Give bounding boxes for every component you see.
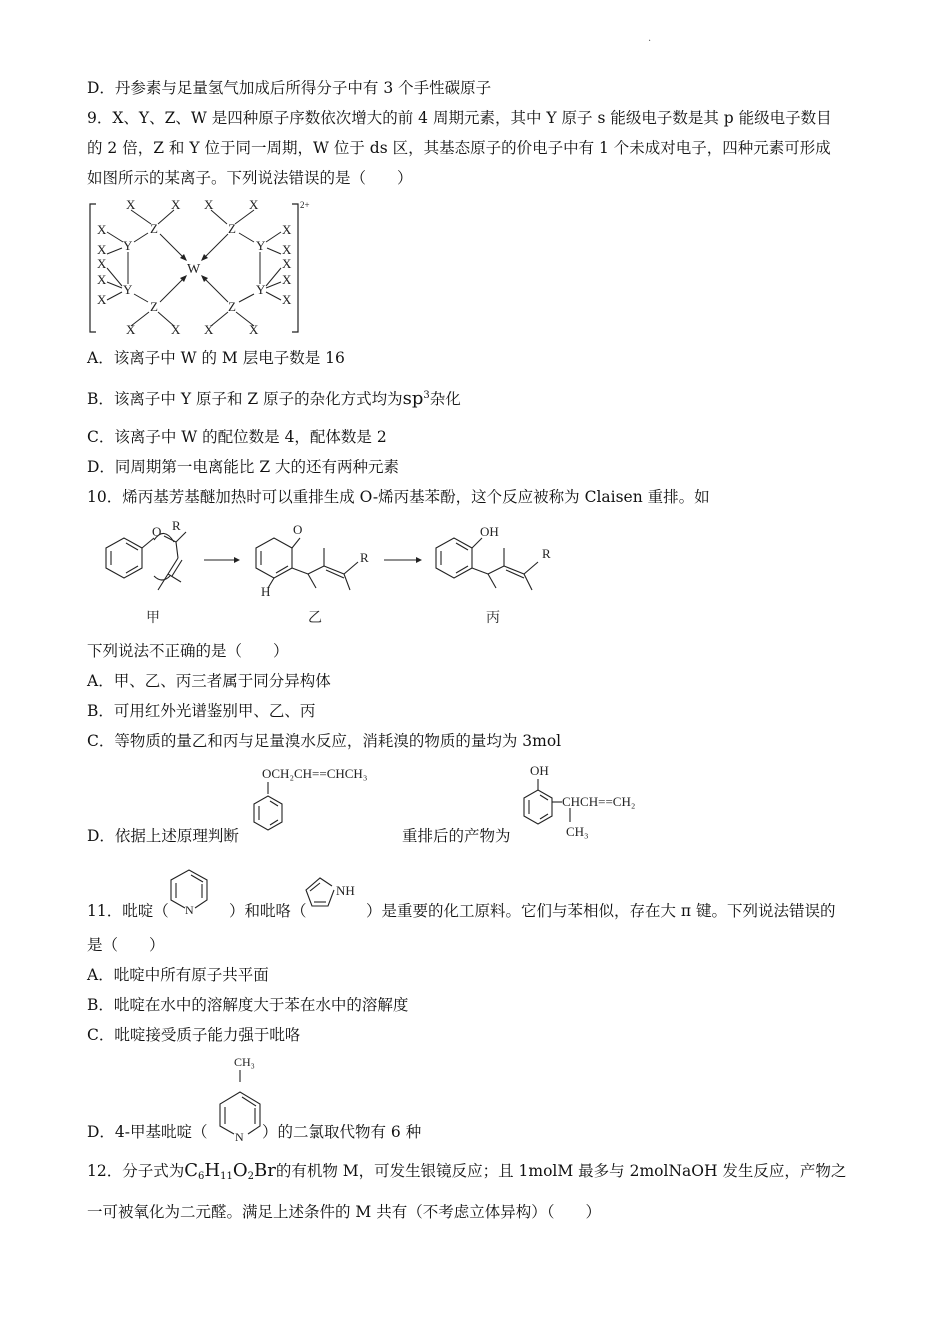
x-atom: X: [249, 197, 259, 212]
x-atom: X: [282, 272, 292, 287]
q10-question: 下列说法不正确的是（ ）: [87, 642, 289, 660]
q11-option-c: C．吡啶接受质子能力强于吡咯: [87, 1026, 301, 1044]
atom-r: R: [172, 518, 181, 533]
x-atom: X: [204, 197, 214, 212]
y-atom: Y: [256, 282, 266, 297]
z-atom: Z: [150, 221, 158, 236]
formula-h: H: [204, 1160, 221, 1181]
label-yi: 乙: [308, 611, 322, 626]
q9-stem-line2: 的 2 倍，Z 和 Y 位于同一周期，W 位于 ds 区，其基态原子的价电子中有 1 个未成对电子，四种元素可形成: [87, 139, 831, 157]
pyridine-n: N: [185, 903, 194, 917]
q12-stem-line2: 一可被氧化为二元醛。满足上述条件的 M 共有（不考虑立体异构）（ ）: [87, 1203, 601, 1221]
x-atom: X: [97, 256, 107, 271]
q9-option-b-text: B．该离子中 Y 原子和 Z 原子的杂化方式均为: [87, 390, 403, 408]
label-bing: 丙: [486, 611, 500, 626]
sp3-label: sp: [402, 388, 424, 409]
q10-d-reactant-structure: [250, 760, 400, 844]
ion-charge: 2+: [300, 200, 310, 210]
atom-oh: OH: [480, 524, 499, 539]
x-atom: X: [282, 242, 292, 257]
q10-option-d-prefix: D．依据上述原理判断: [87, 827, 239, 845]
atom-o: O: [152, 524, 162, 539]
q12-stem-suffix: 的有机物 M，可发生银镜反应；且 1molM 最多与 2molNaOH 发生反应，产物之: [275, 1162, 847, 1180]
formula-o-count: 2: [247, 1171, 254, 1182]
label-jia: 甲: [146, 611, 160, 626]
top-mark: ·: [648, 36, 652, 47]
methylpyridine-n: N: [235, 1130, 244, 1144]
z-atom: Z: [228, 299, 236, 314]
formula-o: O: [232, 1160, 248, 1181]
pyridine-structure: [165, 858, 217, 918]
z-atom: Z: [150, 299, 158, 314]
x-atom: X: [126, 197, 136, 212]
x-atom: X: [204, 322, 214, 337]
x-atom: X: [126, 322, 136, 337]
product-chain: CHCH==CH₂: [562, 794, 636, 809]
q9-complex-ion-figure: [86, 196, 316, 338]
q9-option-a: A．该离子中 W 的 M 层电子数是 16: [87, 349, 345, 367]
q10-option-c: C．等物质的量乙和丙与足量溴水反应，消耗溴的物质的量均为 3mol: [87, 732, 562, 750]
q8-option-d: D．丹参素与足量氢气加成后所得分子中有 3 个手性碳原子: [87, 79, 492, 97]
q11-stem-prefix: 11．吡啶（: [87, 902, 169, 920]
q10-option-d-middle: 重排后的产物为: [402, 827, 511, 845]
product-methyl: CH₃: [566, 824, 589, 839]
x-atom: X: [282, 222, 292, 237]
q10-claisen-scheme: [86, 518, 586, 630]
q10-stem: 10．烯丙基芳基醚加热时可以重排生成 O-烯丙基苯酚，这个反应被称为 Claisen 重排。如: [87, 488, 710, 506]
x-atom: X: [282, 292, 292, 307]
q9-option-c: C．该离子中 W 的配位数是 4，配体数是 2: [87, 428, 387, 446]
q11-option-a: A．吡啶中所有原子共平面: [87, 966, 269, 984]
x-atom: X: [97, 222, 107, 237]
q9-option-b: [87, 386, 461, 409]
q11-option-d-suffix: ）的二氯取代物有 6 种: [262, 1123, 422, 1141]
q12-stem-line1: [87, 1161, 846, 1187]
q9-option-d: D．同周期第一电离能比 Z 大的还有两种元素: [87, 458, 400, 476]
q12-stem-prefix: 12．分子式为: [87, 1162, 185, 1180]
x-atom: X: [282, 256, 292, 271]
formula-h-count: 11: [220, 1171, 233, 1182]
z-atom: Z: [228, 221, 236, 236]
q9-stem-line3: 如图所示的某离子。下列说法错误的是（ ）: [87, 169, 413, 187]
x-atom: X: [171, 197, 181, 212]
product-oh: OH: [530, 763, 549, 778]
formula-c-count: 6: [198, 1171, 205, 1182]
x-atom: X: [97, 242, 107, 257]
w-atom: W: [187, 262, 201, 277]
q10-option-a: A．甲、乙、丙三者属于同分异构体: [87, 672, 331, 690]
q9-option-b-suffix: 杂化: [429, 390, 461, 408]
formula-br: Br: [253, 1160, 276, 1181]
q11-stem-suffix: ）是重要的化工原料。它们与苯相似，存在大 π 键。下列说法错误的: [366, 902, 836, 920]
atom-r: R: [542, 546, 551, 561]
pyrrole-nh: NH: [336, 883, 355, 898]
q11-option-d-prefix: D．4-甲基吡啶（: [87, 1123, 208, 1141]
x-atom: X: [171, 322, 181, 337]
y-atom: Y: [123, 238, 133, 253]
q10-option-b: B．可用红外光谱鉴别甲、乙、丙: [87, 702, 316, 720]
x-atom: X: [97, 292, 107, 307]
reactant-chain: OCH₂CH==CHCH₃: [262, 766, 368, 781]
sp3-superscript: 3: [423, 390, 430, 401]
atom-r: R: [360, 550, 369, 565]
methyl-label: CH₃: [234, 1055, 255, 1069]
x-atom: X: [249, 322, 259, 337]
q11-stem-middle: ）和吡咯（: [229, 902, 307, 920]
y-atom: Y: [256, 238, 266, 253]
q10-d-product-structure: [518, 760, 668, 846]
y-atom: Y: [123, 282, 133, 297]
atom-o: O: [293, 522, 303, 537]
q9-stem-line1: 9．X、Y、Z、W 是四种原子序数依次增大的前 4 周期元素，其中 Y 原子 s 能级电子数是其 p 能级电子数目: [87, 109, 832, 127]
x-atom: X: [97, 272, 107, 287]
q11-option-b: B．吡啶在水中的溶解度大于苯在水中的溶解度: [87, 996, 409, 1014]
q11-stem-line2: 是（ ）: [87, 936, 165, 954]
formula-c: C: [184, 1160, 199, 1181]
pyrrole-structure: [298, 862, 366, 914]
atom-h: H: [261, 584, 271, 599]
